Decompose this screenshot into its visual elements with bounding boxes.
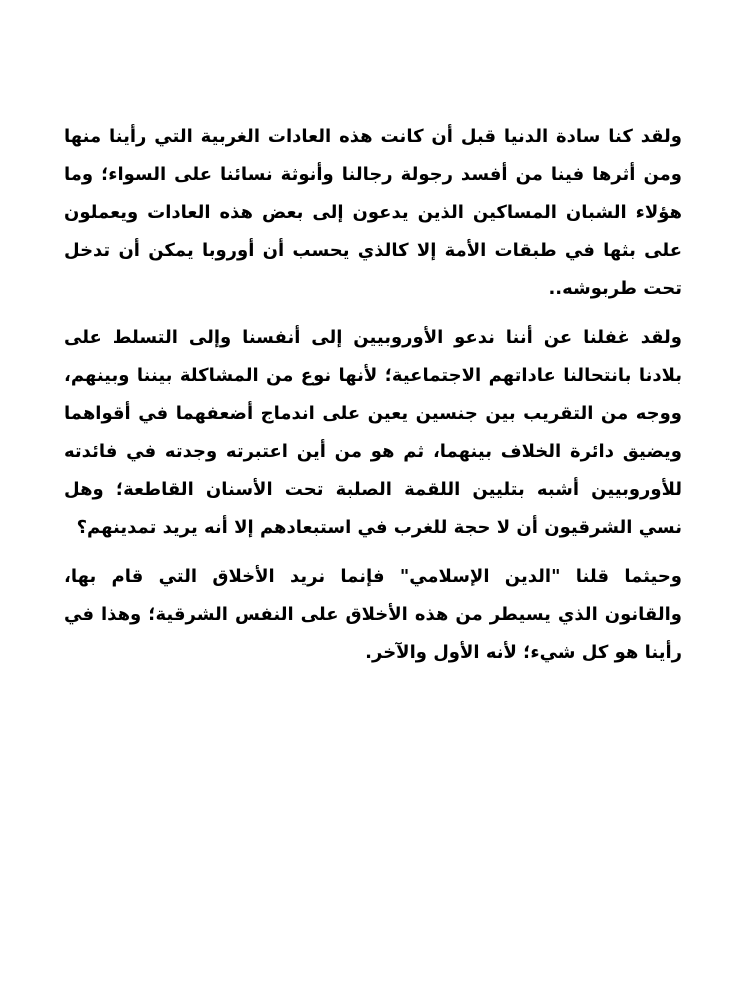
paragraph-1: ولقد كنا سادة الدنيا قبل أن كانت هذه العادات الغربية التي رأينا منها ومن أثرها فينا من أفسد رجولة رجالنا وأنوثة نسائنا على السواء؛ وما هؤلاء الشبان المساكين الذين يدعون إلى بعض هذه العادات ويعملون على بثها في طبقات الأمة إلا كالذي يحسب أن أوروبا يمكن أن تدخل تحت طربوشه.. (64, 126, 682, 299)
paragraph-2: ولقد غفلنا عن أننا ندعو الأوروبيين إلى أنفسنا وإلى التسلط على بلادنا بانتحالنا عاداتهم الاجتماعية؛ لأنها نوع من المشاكلة بيننا وبينهم، ووجه من التقريب بين جنسين يعين على اندماج أضعفهما في أقواهما ويضيق دائرة الخلاف بينهما، ثم هو من أين اعتبرته وجدته في فائدته للأوروبيين أشبه بتليين اللقمة الصلبة تحت الأسنان القاطعة؛ وهل نسي الشرقيون أن لا حجة للغرب في استبعادهم إلا أنه يريد تمدينهم؟ (64, 327, 682, 538)
paragraph-3: وحيثما قلنا "الدين الإسلامي" فإنما نريد الأخلاق التي قام بها، والقانون الذي يسيطر من هذه الأخلاق على النفس الشرقية؛ وهذا في رأينا هو كل شيء؛ لأنه الأول والآخر. (64, 566, 682, 663)
document-page (64, 118, 682, 672)
